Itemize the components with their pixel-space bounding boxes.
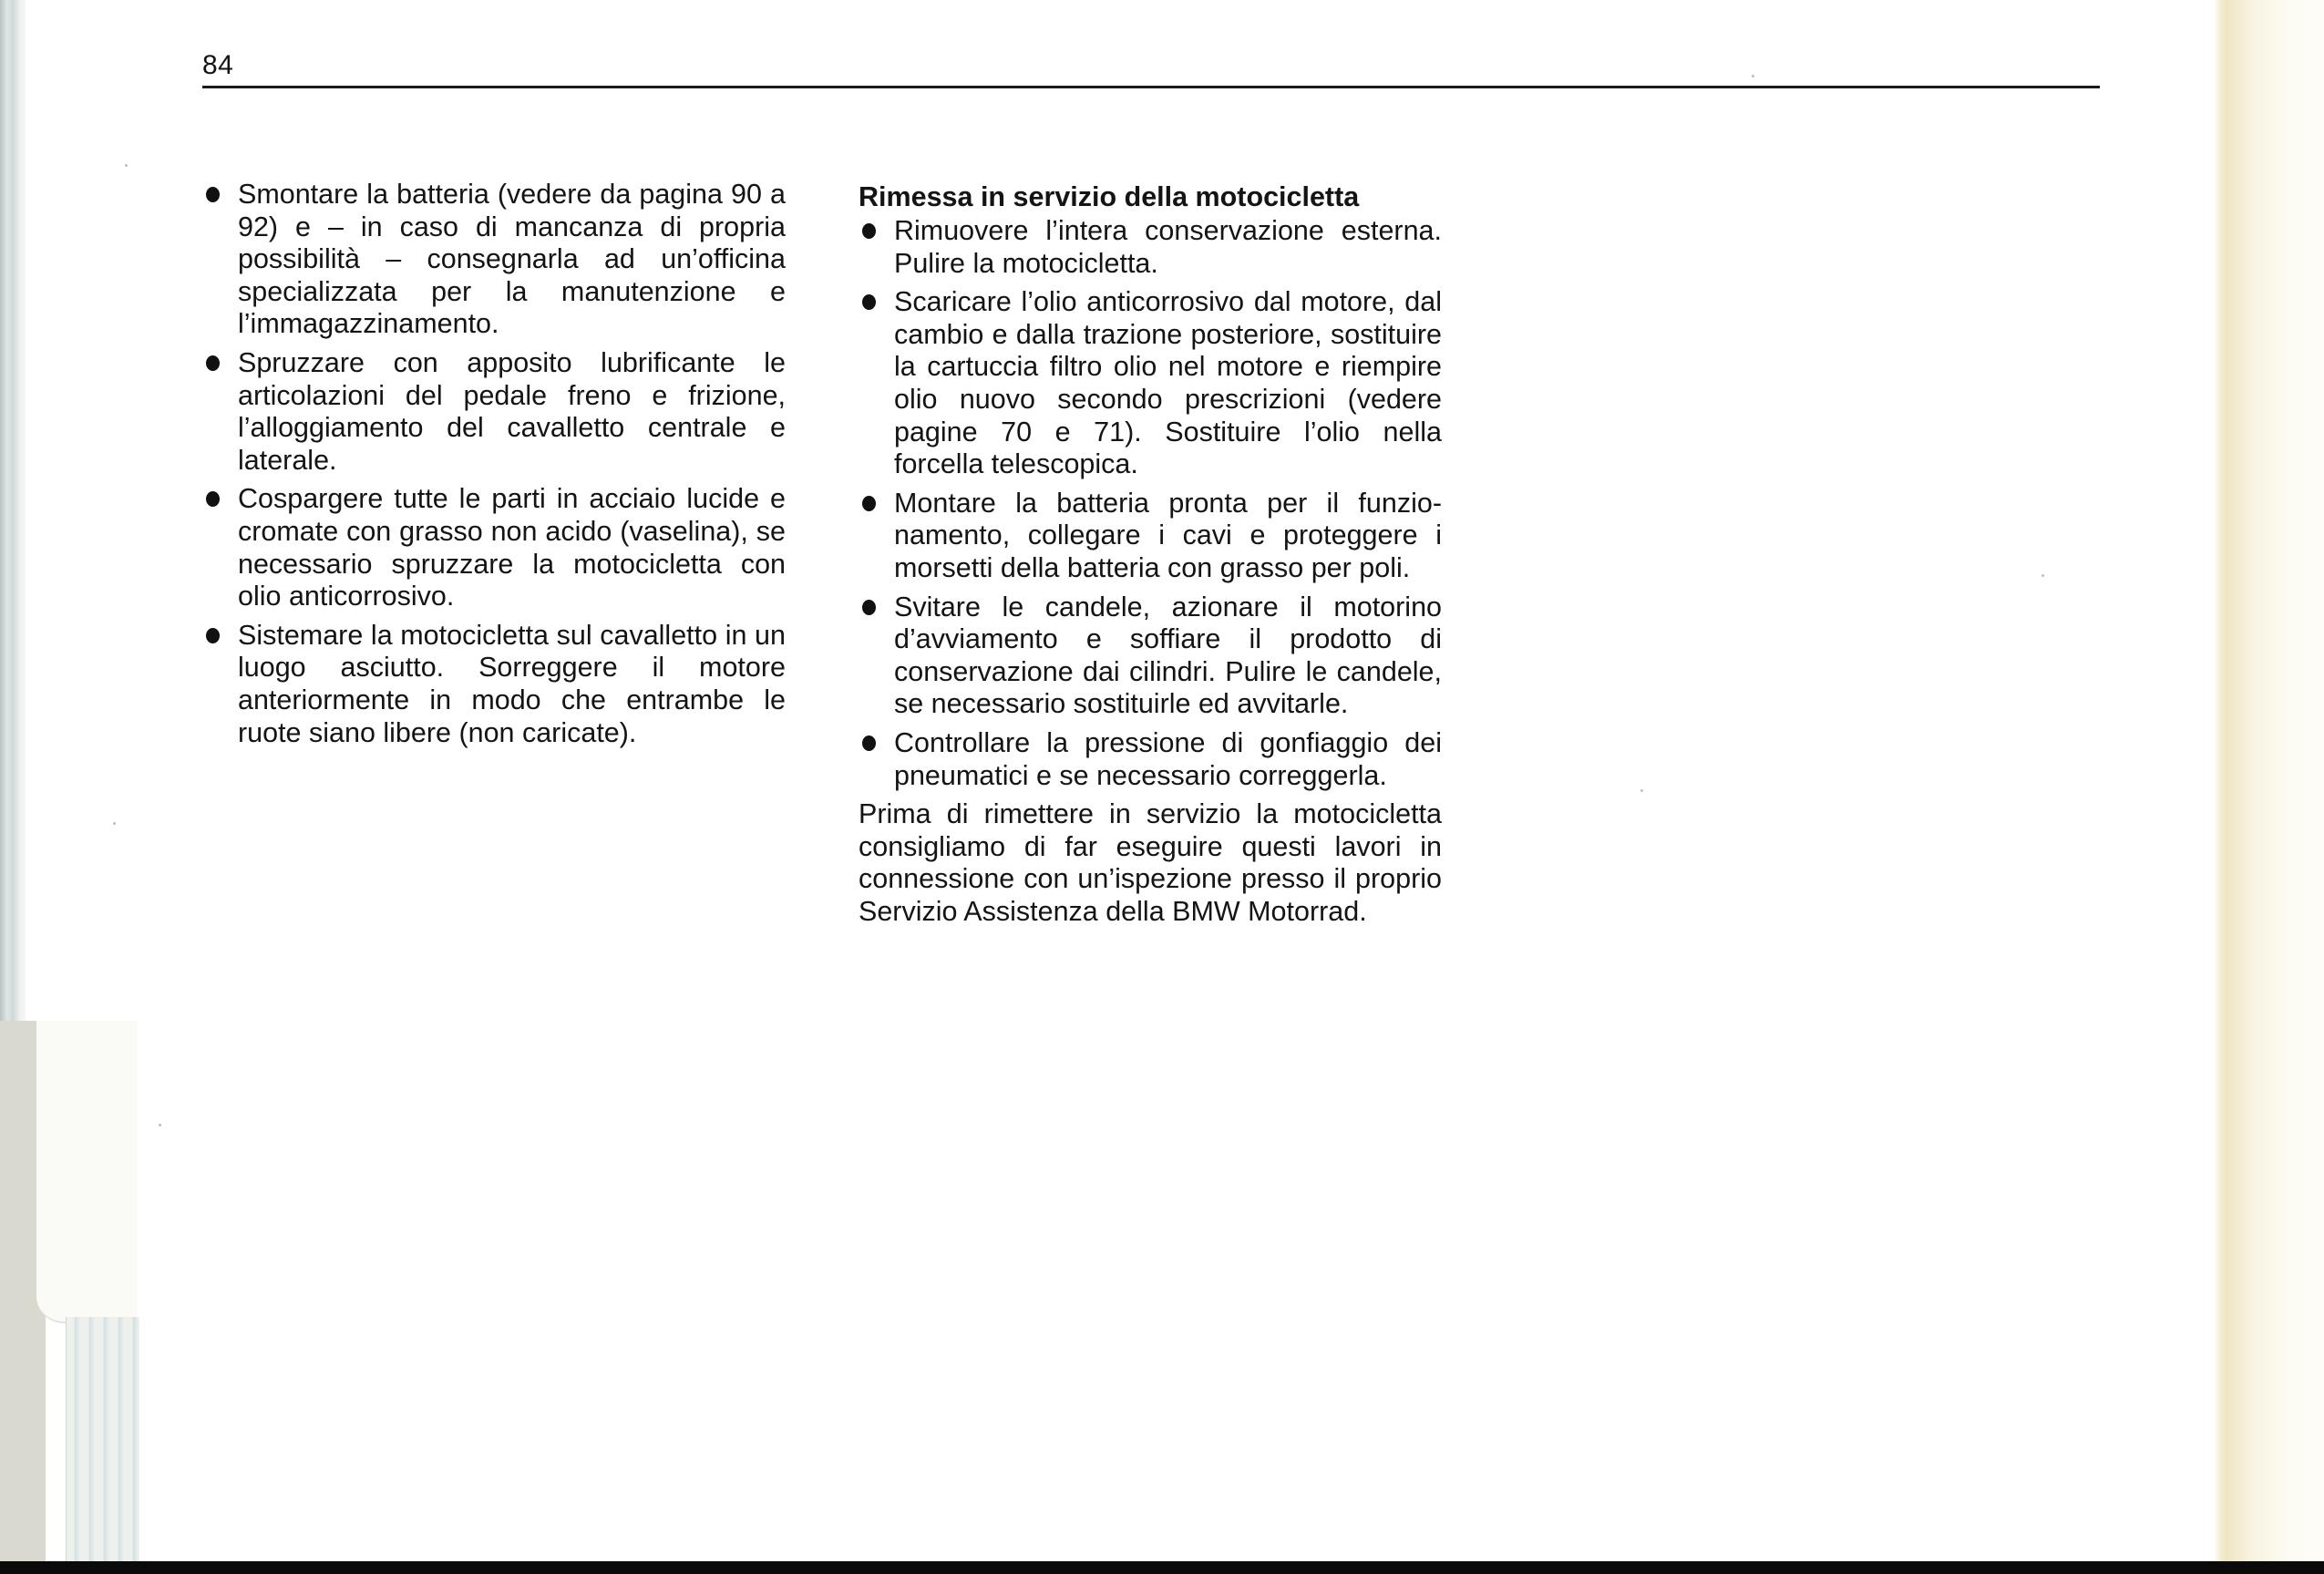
list-item-text: Scaricare l’olio anticorrosivo dal motore, dal cambio e dalla trazione posteriore, sostituire la cartuccia filtro olio nel motore e riempire olio nuovo secondo prescrizioni (vedere pagine 70 e 71). Sostituire l’olio nella forcella telescopica. bbox=[894, 286, 1442, 480]
bullet-icon bbox=[862, 736, 876, 751]
bullet-icon bbox=[206, 628, 220, 643]
list-item-text: Svitare le candele, azionare il motorino d’avviamento e soffiare il prodotto di conservazione dai cilindri. Pulire le candele, se necessario sostituirle ed avvitarle. bbox=[894, 591, 1442, 720]
list-item bbox=[202, 347, 786, 477]
scan-speck bbox=[125, 164, 128, 167]
bullet-icon bbox=[206, 187, 220, 202]
scan-speck bbox=[1752, 75, 1754, 77]
bullet-icon bbox=[862, 600, 876, 615]
scan-speck bbox=[1640, 789, 1643, 792]
list-item-text: Montare la batteria pronta per il funzionamento, collegare i cavi e proteggere i morsetti della batteria con grasso per poli. bbox=[894, 487, 1442, 583]
list-item-text: Spruzzare con apposito lubrificante le articolazioni del pedale freno e frizione, l’alloggiamento del cavalletto centrale e laterale. bbox=[238, 346, 786, 476]
list-item bbox=[202, 620, 786, 749]
bullet-icon bbox=[862, 223, 876, 239]
left-column bbox=[202, 179, 786, 756]
bullet-icon bbox=[206, 491, 220, 507]
list-item bbox=[859, 215, 1442, 280]
page-number: 84 bbox=[202, 50, 234, 80]
scan-speck bbox=[159, 1124, 161, 1126]
list-item-text: Smontare la batteria (vedere da pagina 90 a 92) e – in caso di mancanza di propria possibilità – consegnarla ad un’officina specializzata per la manutenzione e l’immagazzinamento. bbox=[238, 179, 786, 340]
bullet-icon bbox=[206, 355, 220, 371]
list-item bbox=[859, 592, 1442, 721]
header-rule bbox=[202, 86, 2100, 88]
closing-paragraph: Prima di rimettere in servizio la motocicletta consigliamo di far eseguire questi lavori in connessione con un’ispezione presso il proprio Servizio Assistenza della BMW Motorrad. bbox=[859, 798, 1442, 927]
list-item bbox=[202, 179, 786, 341]
list-item-text: Sistemare la motocicletta sul cavalletto in un luogo asciutto. Sorreggere il motore anteriormente in modo che entrambe le ruote siano libere (non caricate). bbox=[238, 619, 786, 748]
bullet-icon bbox=[862, 294, 876, 310]
section-title: Rimessa in servizio della motocicletta bbox=[859, 181, 1360, 212]
list-item-text: Controllare la pressione di gonfiaggio dei pneumatici e se necessario correggerla. bbox=[894, 726, 1442, 791]
scan-speck bbox=[113, 822, 116, 825]
bullet-icon bbox=[862, 496, 876, 511]
list-item-text: Cospargere tutte le parti in acciaio lucide e cromate con grasso non acido (vaselina), se necessario spruzzare la motocicletta con olio anticorrosivo. bbox=[238, 483, 786, 612]
list-item bbox=[859, 488, 1442, 585]
list-item bbox=[859, 727, 1442, 792]
list-item bbox=[202, 483, 786, 612]
recommissioning-steps-list bbox=[859, 215, 1442, 792]
right-column bbox=[859, 179, 1442, 928]
book-gutter bbox=[2215, 0, 2324, 1561]
list-item-text: Rimuovere l’intera conservazione esterna. Pulire la motocicletta. bbox=[894, 215, 1442, 279]
scan-speck bbox=[2041, 574, 2044, 577]
list-item bbox=[859, 286, 1442, 481]
storage-steps-list bbox=[202, 179, 786, 749]
scan-bottom-border bbox=[0, 1561, 2324, 1574]
